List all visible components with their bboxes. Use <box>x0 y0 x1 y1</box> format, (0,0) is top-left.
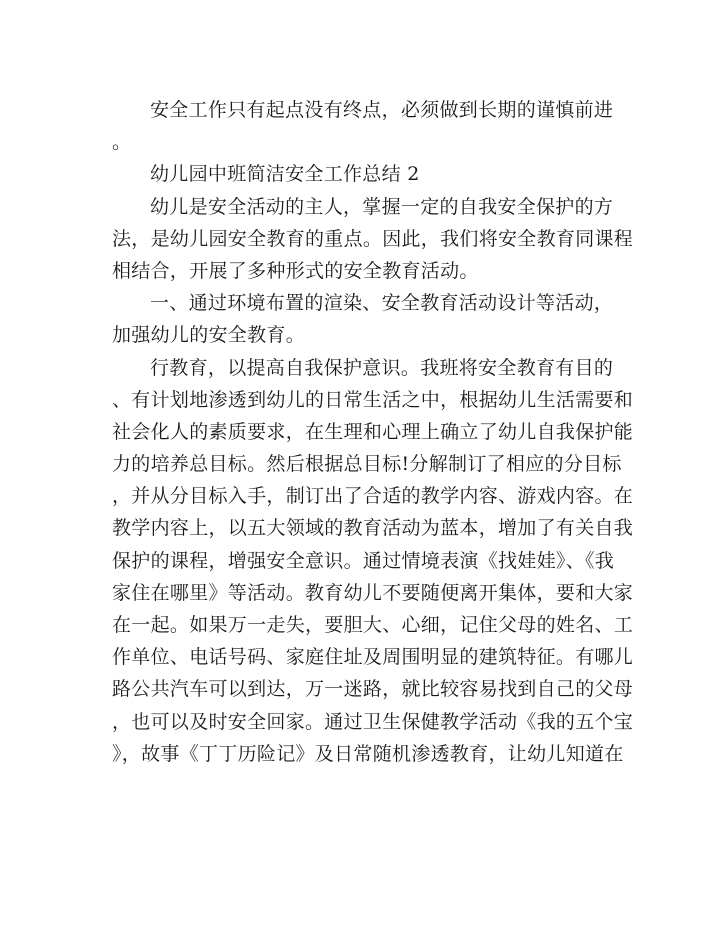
paragraph-line: 》，故事《丁丁历险记》及日常随机渗透教育，让幼儿知道在 <box>112 742 624 765</box>
paragraph-line: 加强幼儿的安全教育。 <box>112 324 306 347</box>
paragraph-line: 在一起。如果万一走失，要胆大、心细，记住父母的姓名、工 <box>112 614 634 636</box>
paragraph-line: 相结合，开展了多种形式的安全教育活动。 <box>112 259 479 282</box>
paragraph-line: 安全工作只有起点没有终点，必须做到长期的谨慎前进 <box>150 99 614 121</box>
paragraph-line: 法，是幼儿园安全教育的重点。因此，我们将安全教育同课程 <box>112 227 634 250</box>
paragraph-line: 教学内容上，以五大领域的教育活动为蓝本，增加了有关自我 <box>112 517 634 540</box>
paragraph-line: 行教育，以提高自我保护意识。我班将安全教育有目的 <box>150 356 614 379</box>
paragraph-line: 保护的课程，增强安全意识。通过情境表演《找娃娃》、《我 <box>112 549 615 572</box>
paragraph-line: 社会化人的素质要求，在生理和心理上确立了幼儿自我保护能 <box>112 420 634 443</box>
paragraph-line: 力的培养总目标。然后根据总目标!分解制订了相应的分目标 <box>112 453 622 476</box>
paragraph-line: 幼儿是安全活动的主人，掌握一定的自我安全保护的方 <box>150 195 614 218</box>
paragraph-line: 。 <box>112 131 132 154</box>
paragraph-line: 家住在哪里》等活动。教育幼儿不要随便离开集体，要和大家 <box>112 581 634 604</box>
paragraph-line: 作单位、电话号码、家庭住址及周围明显的建筑特征。有哪儿 <box>112 646 634 669</box>
paragraph-line: 一、通过环境布置的渲染、安全教育活动设计等活动， <box>150 292 614 315</box>
paragraph-line: 、有计划地渗透到幼儿的日常生活之中，根据幼儿生活需要和 <box>112 388 634 411</box>
document-body <box>112 94 634 770</box>
section-heading: 幼儿园中班简洁安全工作总结 2 <box>150 163 420 186</box>
paragraph-line: ，也可以及时安全回家。通过卫生保健教学活动《我的五个宝 <box>112 710 634 733</box>
paragraph-line: ，并从分目标入手，制订出了合适的教学内容、游戏内容。在 <box>112 485 634 508</box>
paragraph-line: 路公共汽车可以到达，万一迷路，就比较容易找到自己的父母 <box>112 678 634 701</box>
